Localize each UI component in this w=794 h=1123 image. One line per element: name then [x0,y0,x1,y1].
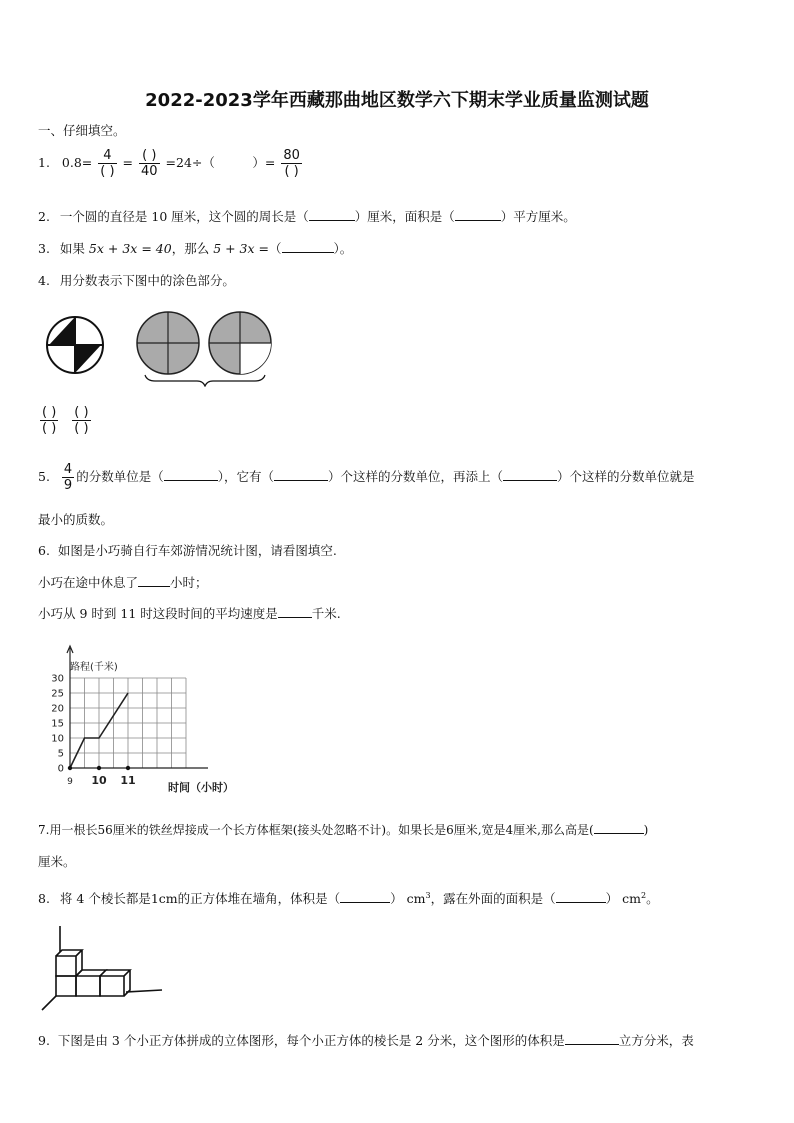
x-axis-point [68,766,72,770]
q4-figure [40,305,280,387]
q8-answer-blank-2[interactable] [556,902,606,903]
q8-unit-1: cm [406,891,426,906]
y-tick-label: 5 [57,748,64,760]
wall-edge-horizontal [126,990,162,992]
q6-line-1 [38,573,208,591]
q5-answer-blank-1[interactable] [164,480,218,481]
wall-edge-diagonal [42,996,56,1010]
q9-number: 9. [38,1033,50,1048]
q9-text-b: 立方分米，表 [618,1033,694,1048]
q3-text-a: 如果 [59,241,85,256]
q3-equation: 5x + 3x = 40 [88,241,172,256]
cube-bottom-2 [76,970,106,996]
q1-fraction-3 [281,148,302,179]
q8-text-d: ，露在外面的面积是（ [430,891,556,906]
q6-answer-blank-1[interactable] [138,586,170,587]
q8-cubes-figure [38,922,168,1014]
q2-text-a: 一个圆的直径是 10 厘米，这个圆的周长是（ [59,209,309,224]
chart-y-axis-label: 路程(千米) [70,662,118,673]
cube-top [56,950,82,976]
q6-l1-text-a: 小巧在途中休息了 [38,575,139,590]
chart-y-ticks [51,674,64,775]
q5-answer-blank-3[interactable] [503,480,557,481]
x-axis-point [126,766,130,770]
q6-line-chart [40,640,260,800]
y-tick-label: 25 [51,688,64,700]
q4-a1-numerator[interactable]: ( ) [42,405,57,420]
y-tick-label: 30 [51,673,64,685]
q4-a2-numerator[interactable]: ( ) [74,405,89,420]
q4-answer-fraction-1[interactable] [40,405,58,436]
q2-answer-blank-2[interactable] [455,220,501,221]
q5-answer-blank-2[interactable] [274,480,328,481]
q2-answer-blank-1[interactable] [309,220,355,221]
question-4 [38,271,235,289]
q1-number: 1. [38,155,50,170]
q3-close: ）。 [333,241,353,256]
brace [145,375,265,386]
q5-number: 5. [38,469,50,484]
q1-f2-denominator: 40 [141,164,158,179]
q1-f3-numerator: 80 [283,148,300,163]
y-tick-label: 20 [51,703,64,715]
chart-x-axis-label: 时间（小时） [168,781,234,794]
q8-text-c: ） [390,891,403,906]
q4-text: 用分数表示下图中的涂色部分。 [59,273,235,288]
q8-unit: 1cm [150,891,178,906]
q1-fraction-2 [139,148,160,179]
q6-number: 6. [38,543,50,558]
q5-continuation: 最小的质数。 [38,512,114,527]
y-tick-label: 15 [51,718,64,730]
q6-l2-text-b: 千米. [311,606,341,621]
question-7 [38,821,648,838]
x-tick-label: 11 [120,774,136,787]
q3-open: （ [269,241,282,256]
q4-answers [38,405,93,436]
q1-f1-numerator: 4 [103,148,112,163]
q2-text-c: ）平方厘米。 [500,209,576,224]
q4-answer-fraction-2[interactable] [72,405,90,436]
q5-fraction [62,462,74,493]
page-title: 2022-2023学年西藏那曲地区数学六下期末学业质量监测试题 [145,90,649,111]
x-tick-label: 9 [67,777,73,787]
q2-text-b: ）厘米，面积是（ [354,209,455,224]
q8-unit-2: cm [622,891,641,906]
q8-unit-1-exponent: 3 [425,890,431,900]
q8-number: 8. [38,891,50,906]
question-1 [38,148,304,179]
q1-equals: = [122,155,134,170]
q8-text-e: ） [605,891,619,906]
question-2 [38,207,576,225]
q6-l2-text-a: 小巧从 9 时到 11 时这段时间的平均速度是 [38,606,278,621]
q1-fraction-1 [98,148,116,179]
q5-text-a: 的分数单位是（ [76,469,164,484]
q3-answer-blank[interactable] [282,252,334,253]
q4-number: 4. [38,273,50,288]
circle-one-quarter-shaded [47,317,103,373]
q8-answer-blank-1[interactable] [340,902,390,903]
x-axis-point [97,766,101,770]
q5-text-d: ）个这样的分数单位就是 [557,469,695,484]
chart-x-ticks [67,774,136,787]
q1-lead: 0.8= [61,155,93,170]
q8-text-a: 将 4 个棱长都是 [59,891,151,906]
q7-continuation: 厘米。 [38,854,76,869]
y-tick-label: 10 [51,733,64,745]
q7-close: ) [643,823,649,837]
question-9 [38,1031,694,1049]
q1-f2-numerator[interactable]: ( ) [142,148,157,163]
q1-f1-denominator[interactable]: ( ) [100,164,115,179]
q5-numerator: 4 [63,462,73,477]
y-tick-label: 0 [57,763,64,775]
q6-l1-text-b: 小时； [170,575,208,590]
q9-answer-blank[interactable] [565,1044,619,1045]
q8-text-f: 。 [646,891,659,906]
q5-denominator: 9 [63,478,73,493]
question-8 [38,889,659,907]
q6-line-2 [38,604,341,622]
q5-text-b: ），它有（ [217,469,274,484]
q8-unit-2-exponent: 2 [640,890,647,900]
circle-three-quarters-shaded [209,312,271,374]
q6-text: 如图是小巧骑自行车郊游情况统计图，请看图填空. [57,543,337,558]
q1-f3-denominator[interactable]: ( ) [281,163,302,179]
chart-grid [70,678,186,768]
q3-expression: 5 + 3x = [213,241,270,256]
q3-number: 3. [38,241,50,256]
q8-text-b: 的正方体堆在墙角，体积是（ [177,891,341,906]
cube-bottom-1 [56,976,76,996]
q4-a2-denominator[interactable]: ( ) [74,421,89,436]
q7-answer-blank[interactable] [594,833,644,834]
q6-answer-blank-2[interactable] [278,617,312,618]
section-heading: 一、仔细填空。 [38,123,126,138]
cube-bottom-3 [100,970,130,996]
circle-whole-shaded-1 [137,312,199,374]
question-3 [38,239,352,257]
q7-text: 7.用一根长56厘米的铁丝焊接成一个长方体框架(接头处忽略不计)。如果长是6厘米,宽是4厘米,那么高是( [38,823,594,837]
q3-text-b: ，那么 [171,241,210,256]
question-6 [38,541,337,559]
x-tick-label: 10 [91,774,107,787]
q1-middle[interactable]: =24÷（ ）= [165,155,276,170]
q2-number: 2. [38,209,50,224]
q9-text-a: 下图是由 3 个小正方体拼成的立体图形，每个小正方体的棱长是 2 分米，这个图形的体积是 [57,1033,565,1048]
q5-text-c: ）个这样的分数单位，再添上（ [327,469,503,484]
question-5 [38,462,695,493]
q4-a1-denominator[interactable]: ( ) [42,421,57,436]
